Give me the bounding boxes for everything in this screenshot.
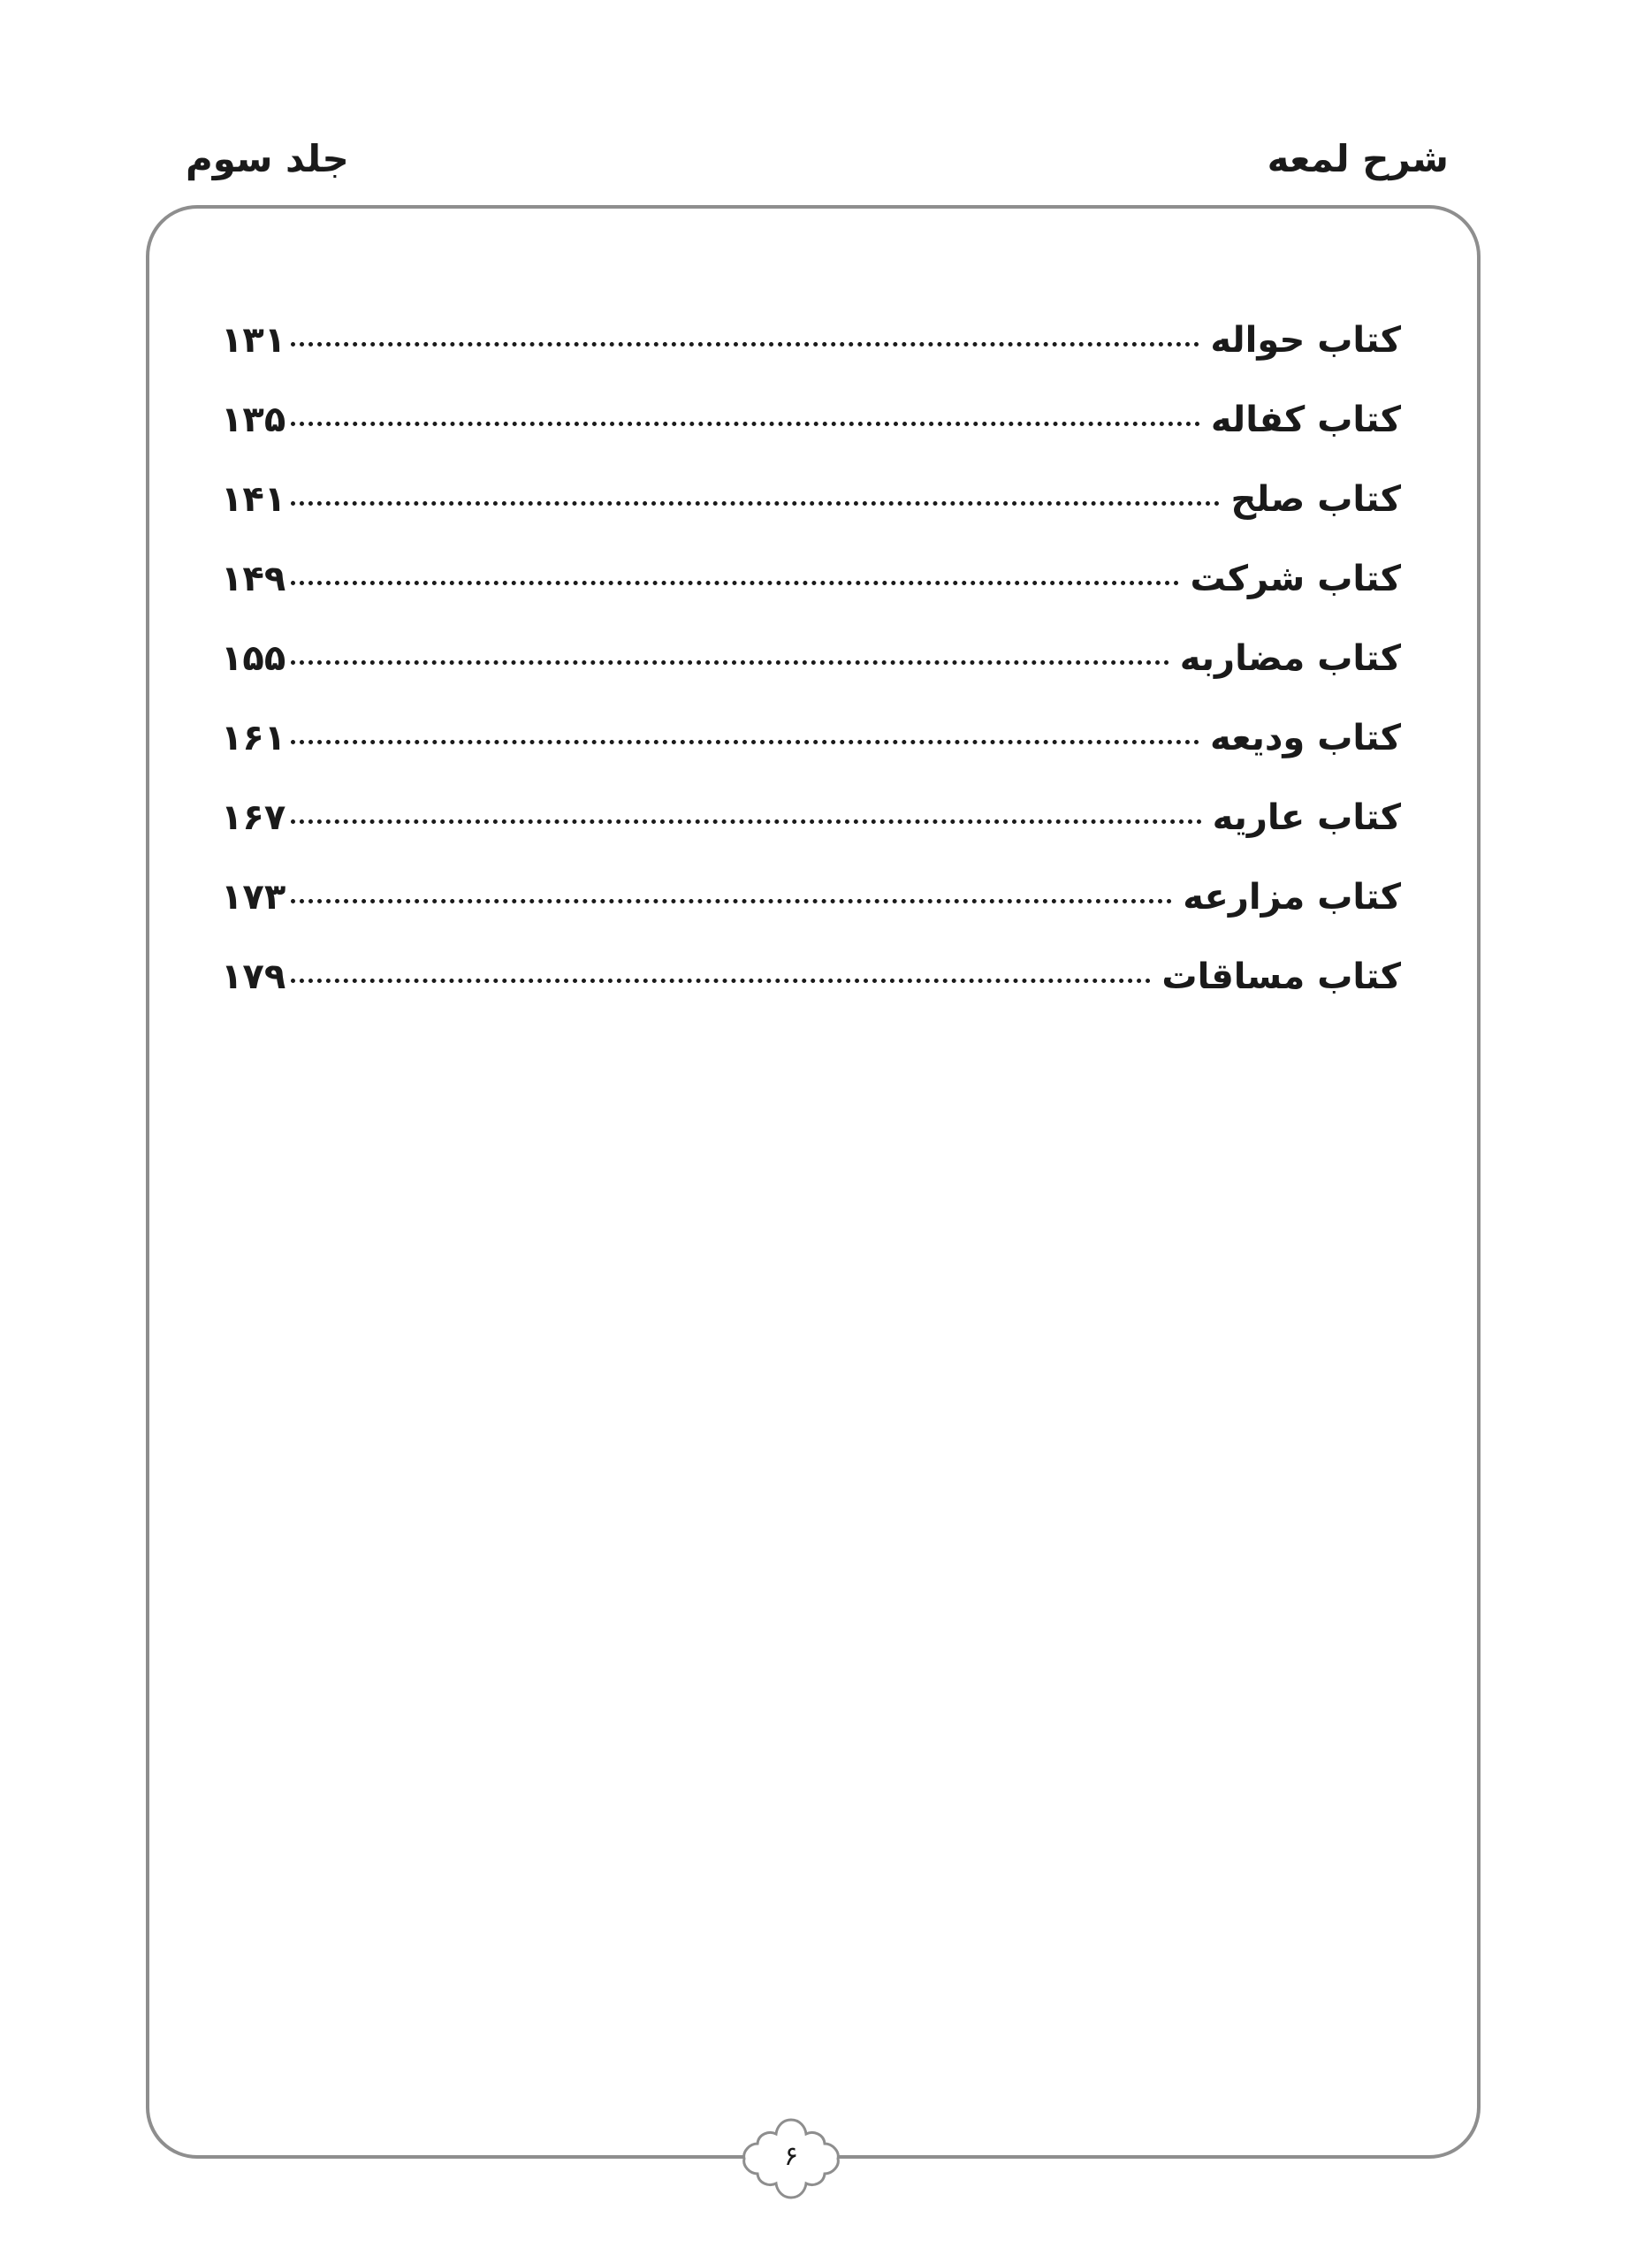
toc-entry-page: ۱۷۹ — [221, 956, 286, 997]
toc-entry-title: کتاب شرکت — [1190, 559, 1401, 599]
dot-leader — [291, 581, 1179, 585]
toc-entry-title: کتاب حواله — [1210, 320, 1401, 361]
toc-entry-title: کتاب مزارعه — [1183, 877, 1401, 918]
toc-entry-page: ۱۴۱ — [221, 479, 286, 520]
toc-entry-page: ۱۳۵ — [221, 400, 286, 440]
dot-leader — [291, 342, 1199, 347]
toc-entry[interactable] — [221, 791, 1401, 871]
toc-entry[interactable] — [221, 393, 1401, 473]
toc-entry[interactable] — [221, 950, 1401, 1030]
toc-entry[interactable] — [221, 871, 1401, 950]
running-head-book-title: شرح لمعه — [1267, 137, 1449, 180]
toc-entry-page: ۱۴۹ — [221, 559, 286, 599]
toc-entry-page: ۱۶۱ — [221, 718, 286, 758]
dot-leader — [291, 501, 1220, 506]
toc-entry[interactable] — [221, 632, 1401, 712]
toc-entry[interactable] — [221, 552, 1401, 632]
toc-entry-title: کتاب صلح — [1230, 479, 1401, 520]
table-of-contents — [221, 314, 1401, 1030]
dot-leader — [291, 899, 1172, 903]
toc-entry-title: کتاب مضاربه — [1179, 638, 1401, 679]
toc-entry-title: کتاب کفاله — [1210, 400, 1401, 440]
dot-leader — [291, 740, 1199, 744]
toc-entry-title: کتاب عاریه — [1212, 797, 1401, 838]
dot-leader — [291, 979, 1151, 983]
running-head-volume: جلد سوم — [186, 137, 349, 180]
toc-entry-title: کتاب مساقات — [1161, 956, 1401, 997]
toc-entry-title: کتاب ودیعه — [1210, 718, 1401, 758]
page-number: ۶ — [783, 2141, 799, 2172]
toc-entry[interactable] — [221, 473, 1401, 552]
dot-leader — [291, 819, 1201, 824]
toc-entry-page: ۱۷۳ — [221, 877, 286, 918]
toc-entry-page: ۱۳۱ — [221, 320, 286, 361]
toc-entry[interactable] — [221, 712, 1401, 791]
dot-leader — [291, 422, 1200, 426]
toc-entry-page: ۱۶۷ — [221, 797, 286, 838]
toc-entry[interactable] — [221, 314, 1401, 393]
toc-entry-page: ۱۵۵ — [221, 638, 286, 679]
dot-leader — [291, 660, 1169, 665]
